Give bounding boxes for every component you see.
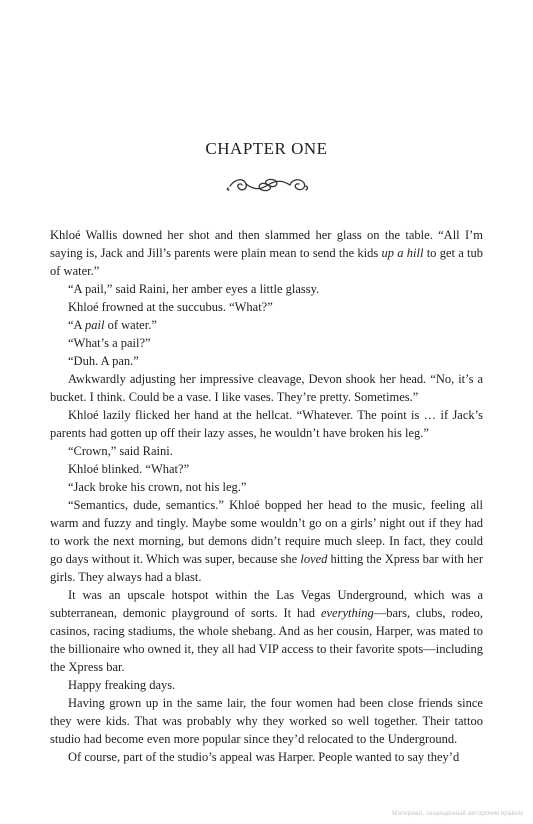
swirl-flourish-icon xyxy=(226,174,310,196)
paragraph: It was an upscale hotspot within the Las Vegas Underground, which was a subterranean, demonic playground of sorts. It had everything—bars, clubs, rodeo, casinos, racing stadiums, the whole shebang. And as her cousin, Harper, was mated to the billionaire who owned it, they all had VIP access to their favorite spots—including the Xpress bar. xyxy=(50,588,484,674)
paragraph: Happy freaking days. xyxy=(68,678,176,692)
paragraph: “What’s a pail?” xyxy=(68,336,151,350)
paragraph: Of course, part of the studio’s appeal was Harper. People wanted to say they’d xyxy=(68,750,460,764)
paragraph: Khloé blinked. “What?” xyxy=(68,462,190,476)
paragraph: “A pail,” said Raini, her amber eyes a little glassy. xyxy=(68,282,320,296)
copyright-watermark: Материал, защищённый авторским правом xyxy=(392,810,523,817)
chapter-body-text xyxy=(50,226,483,766)
paragraph: Khloé lazily flicked her hand at the hellcat. “Whatever. The point is … if Jack’s parents had gotten up off their lazy asses, he wouldn’t have broken his leg.” xyxy=(50,408,483,440)
chapter-title: CHAPTER ONE xyxy=(205,139,328,158)
paragraph: Awkwardly adjusting her impressive cleavage, Devon shook her head. “No, it’s a bucket. I think. Could be a vase. I like vases. They’re pretty. Sometimes.” xyxy=(50,372,483,404)
paragraph: Khloé Wallis downed her shot and then slammed her glass on the table. “All I’m saying is, Jack and Jill’s parents were plain mean to send the kids up a hill to get a tub of water.” xyxy=(50,228,483,278)
paragraph: “Jack broke his crown, not his leg.” xyxy=(68,480,247,494)
paragraph: “A pail of water.” xyxy=(68,318,157,332)
paragraph: “Semantics, dude, semantics.” Khloé bopped her head to the music, feeling all warm and fuzzy and tingly. Maybe some wouldn’t go on a girls’ night out if they had to work the next morning, but demons didn’t require much sleep. In fact, they could go days without it. Which was super, because she loved hitting the Xpress bar with her girls. They always had a blast. xyxy=(50,498,483,584)
paragraph: “Crown,” said Raini. xyxy=(68,444,173,458)
paragraph: Having grown up in the same lair, the four women had been close friends since they were kids. That was probably why they worked so well together. Their tattoo studio had become even more popular since they’d relocated to the Underground. xyxy=(50,696,483,746)
paragraph: “Duh. A pan.” xyxy=(68,354,139,368)
paragraph: Khloé frowned at the succubus. “What?” xyxy=(68,300,273,314)
